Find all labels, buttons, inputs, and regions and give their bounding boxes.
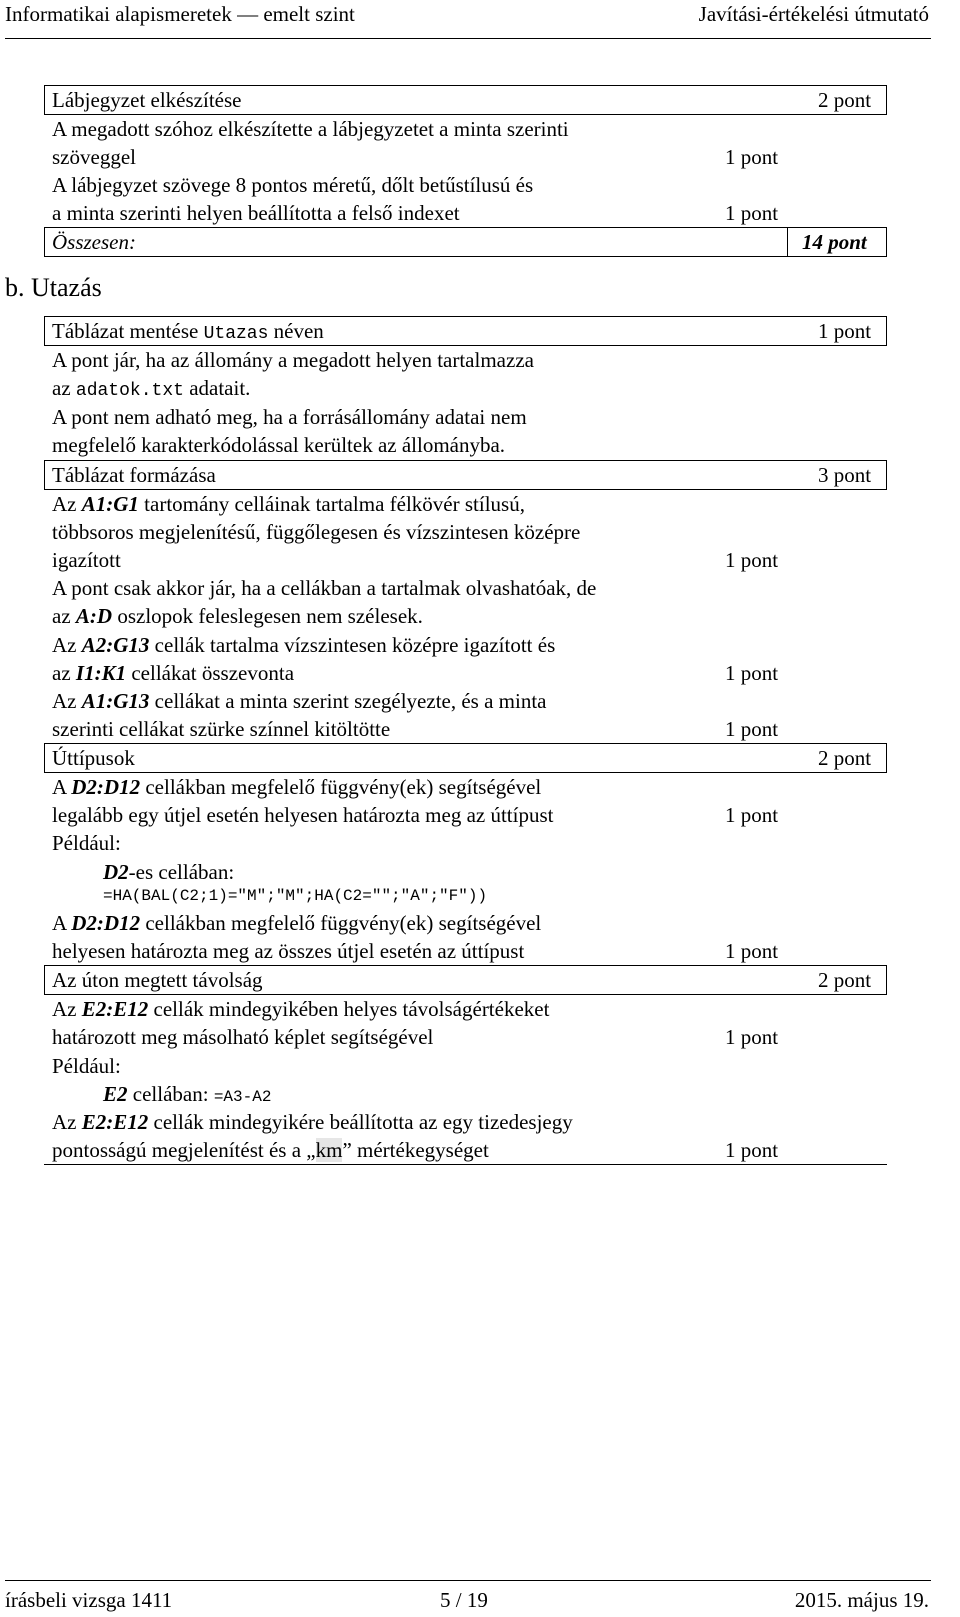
example-formula: =HA(BAL(C2;1)="M";"M";HA(C2="";"A";"F")): [103, 887, 488, 905]
criterion-line: Az A2:G13 cellák tartalma vízszintesen középre igazított és: [52, 633, 556, 657]
example-label: Például:: [52, 1054, 121, 1078]
criterion-line: A megadott szóhoz elkészítette a lábjegyzetet a minta szerinti: [52, 117, 569, 141]
example-cell-line: D2-es cellában:: [103, 860, 235, 884]
header-right: Javítási-értékelési útmutató: [698, 2, 929, 26]
criterion-line: az A:D oszlopok feleslegesen nem szélesek.: [52, 604, 423, 628]
example-label: Például:: [52, 831, 121, 855]
example-cell-line: E2 cellában: =A3-A2: [103, 1082, 272, 1106]
criterion-line: határozott meg másolható képlet segítségével: [52, 1025, 434, 1049]
criterion-line: Az E2:E12 cellák mindegyikére beállította az egy tizedesjegy: [52, 1110, 573, 1134]
criterion-line: A pont csak akkor jár, ha a cellákban a tartalmak olvashatóak, de: [52, 576, 597, 600]
criterion-line: igazított: [52, 548, 121, 572]
footer-left: írásbeli vizsga 1411: [5, 1588, 173, 1612]
total-label: Összesen:: [52, 230, 136, 254]
section-points-uttipusok: 2 pont: [818, 746, 872, 770]
criterion-line: Az A1:G13 cellákat a minta szerint szegélyezte, és a minta: [52, 689, 547, 713]
criterion-line: a minta szerinti helyen beállította a felső indexet: [52, 201, 460, 225]
section-title-formazasa: Táblázat formázása: [52, 463, 216, 487]
footer-page-number: 5 / 19: [440, 1588, 488, 1612]
section-title-uttipusok: Úttípusok: [52, 746, 135, 770]
criterion-line: megfelelő karakterkódolással kerültek az állományba.: [52, 433, 506, 457]
criterion-line: A lábjegyzet szövege 8 pontos méretű, dőlt betűstílusú és: [52, 173, 534, 197]
criterion-line: A D2:D12 cellákban megfelelő függvény(ek) segítségével: [52, 911, 542, 935]
criterion-points: 1 pont: [725, 548, 779, 572]
section-points-labjegyzet: 2 pont: [818, 88, 872, 112]
criterion-line: szöveggel: [52, 145, 136, 169]
criterion-points: 1 pont: [725, 803, 779, 827]
total-points: 14 pont: [802, 230, 867, 254]
table-bottom-rule: [44, 1164, 887, 1165]
criterion-points: 1 pont: [725, 1025, 779, 1049]
header-left: Informatikai alapismeretek — emelt szint: [5, 2, 355, 26]
section-title-mentese: Táblázat mentése Utazas néven: [52, 319, 324, 344]
criterion-points: 1 pont: [725, 1138, 779, 1162]
criterion-points: 1 pont: [725, 939, 779, 963]
section-title-tavolsag: Az úton megtett távolság: [52, 968, 263, 992]
criterion-points: 1 pont: [725, 661, 779, 685]
footer-date: 2015. május 19.: [794, 1588, 929, 1612]
criterion-line: A D2:D12 cellákban megfelelő függvény(ek) segítségével: [52, 775, 542, 799]
filename-code: adatok.txt: [75, 381, 184, 401]
criterion-line: szerinti cellákat szürke színnel kitöltötte: [52, 717, 391, 741]
criterion-line: legalább egy útjel esetén helyesen határozta meg az úttípust: [52, 803, 554, 827]
section-points-tavolsag: 2 pont: [818, 968, 872, 992]
total-box: [44, 227, 887, 257]
example-formula: =A3-A2: [213, 1088, 272, 1106]
filename-code: Utazas: [203, 324, 269, 344]
total-divider: [787, 227, 788, 257]
footer-rule: [5, 1580, 931, 1581]
section-points-formazasa: 3 pont: [818, 463, 872, 487]
criterion-line: A pont nem adható meg, ha a forrásállomány adatai nem: [52, 405, 527, 429]
criterion-line: helyesen határozta meg az összes útjel esetén az úttípust: [52, 939, 525, 963]
criterion-line: A pont jár, ha az állomány a megadott helyen tartalmazza: [52, 348, 534, 372]
criterion-line: az adatok.txt adatait.: [52, 376, 251, 401]
criterion-line: pontosságú megjelenítést és a „km” mértékegységet: [52, 1138, 489, 1162]
criterion-line: többsoros megjelenítésű, függőlegesen és vízszintesen középre: [52, 520, 581, 544]
criterion-line: az I1:K1 cellákat összevonta: [52, 661, 295, 685]
criterion-points: 1 pont: [725, 717, 779, 741]
section-box-uttipusok: [44, 743, 887, 773]
section-title-labjegyzet: Lábjegyzet elkészítése: [52, 88, 242, 112]
header-rule: [5, 38, 931, 39]
criterion-line: Az E2:E12 cellák mindegyikében helyes távolságértékeket: [52, 997, 550, 1021]
criterion-points: 1 pont: [725, 145, 779, 169]
criterion-points: 1 pont: [725, 201, 779, 225]
criterion-line: Az A1:G1 tartomány celláinak tartalma félkövér stílusú,: [52, 492, 525, 516]
section-points-mentese: 1 pont: [818, 319, 872, 343]
unit-highlight: km: [315, 1138, 343, 1162]
part-b-heading: b. Utazás: [5, 273, 102, 302]
